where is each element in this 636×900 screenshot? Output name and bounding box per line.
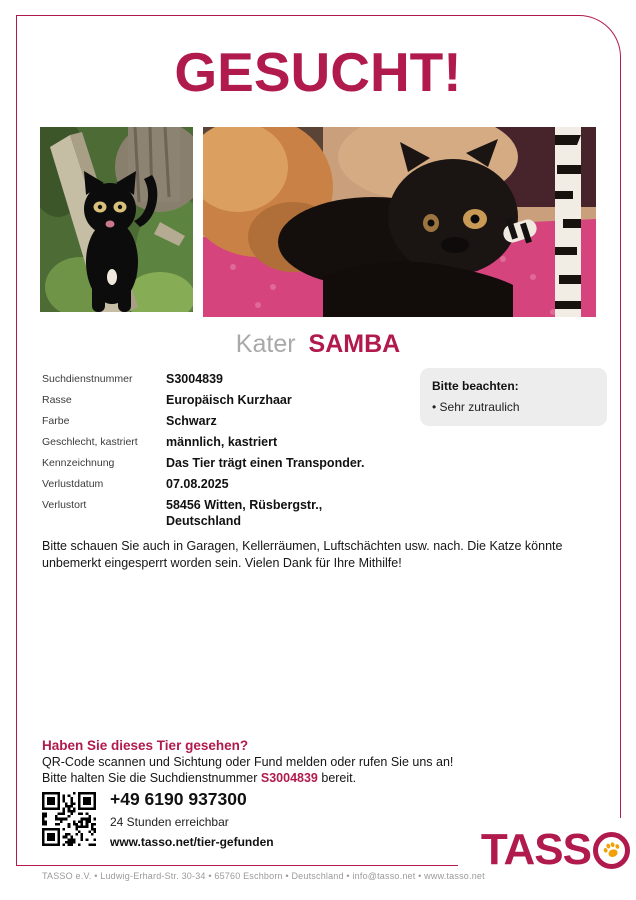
poster-title: GESUCHT! — [174, 41, 462, 103]
footer-address: TASSO e.V. • Ludwig-Erhard-Str. 30-34 • 65760 Eschborn • Deutschland • info@tasso.net • www.tasso.net — [42, 871, 485, 881]
detail-label: Suchdienstnummer — [42, 373, 133, 385]
report-url: www.tasso.net/tier-gefunden — [110, 835, 274, 849]
details-table — [42, 371, 417, 534]
tasso-logo-ring — [593, 832, 630, 869]
paw-icon — [602, 840, 622, 860]
search-advice-note: Bitte schauen Sie auch in Garagen, Kellerräumen, Luftschächten usw. nach. Die Katze könnte unbemerkt eingesperrt worden sein. Vielen Dank für Ihre Mithilfe! — [42, 539, 563, 570]
detail-row — [42, 413, 417, 429]
availability-text: 24 Stunden erreichbar — [110, 815, 229, 829]
notice-box-title: Bitte beachten: — [432, 379, 519, 393]
contact-headline: Haben Sie dieses Tier gesehen? — [42, 738, 249, 753]
tasso-logo-text: TASS — [480, 825, 591, 874]
detail-label: Verlustdatum — [42, 478, 104, 490]
search-id-highlight: S3004839 — [260, 771, 318, 785]
detail-row — [42, 476, 417, 492]
phone-number: +49 6190 937300 — [110, 789, 247, 809]
detail-label: Geschlecht, kastriert — [42, 436, 138, 448]
detail-label: Kennzeichnung — [42, 457, 115, 469]
pet-photo-right — [203, 127, 596, 317]
cat-indoor-illustration — [203, 127, 596, 317]
detail-label: Rasse — [42, 394, 72, 406]
detail-row — [42, 497, 417, 529]
contact-instruction-2-prefix: Bitte halten Sie die Suchdienstnummer — [42, 771, 261, 785]
detail-value: 07.08.2025 — [166, 477, 229, 491]
contact-instruction-2-suffix: bereit. — [317, 771, 357, 785]
notice-box — [420, 368, 607, 426]
detail-row — [42, 371, 417, 387]
qr-code — [42, 792, 96, 846]
pet-type-label: Kater — [235, 330, 296, 358]
detail-value: Europäisch Kurzhaar — [166, 393, 292, 407]
contact-instruction-2 — [42, 771, 522, 785]
pet-name-line — [0, 330, 636, 359]
notice-item: • Sehr zutraulich — [432, 400, 520, 414]
detail-row — [42, 434, 417, 450]
detail-label: Farbe — [42, 415, 70, 427]
pet-name: SAMBA — [308, 330, 401, 358]
cat-outdoor-illustration — [40, 127, 193, 312]
detail-value: Das Tier trägt einen Transponder. — [166, 456, 365, 470]
detail-value: S3004839 — [166, 372, 224, 386]
detail-value: Schwarz — [166, 414, 217, 428]
pet-photo-left — [40, 127, 193, 312]
contact-instruction-1: QR-Code scannen und Sichtung oder Fund melden oder rufen Sie uns an! — [42, 755, 454, 769]
detail-row — [42, 392, 417, 408]
detail-row — [42, 455, 417, 471]
detail-value: 58456 Witten, Rüsbergstr., Deutschland — [166, 498, 323, 528]
detail-label: Verlustort — [42, 499, 87, 511]
detail-value: männlich, kastriert — [166, 435, 278, 449]
